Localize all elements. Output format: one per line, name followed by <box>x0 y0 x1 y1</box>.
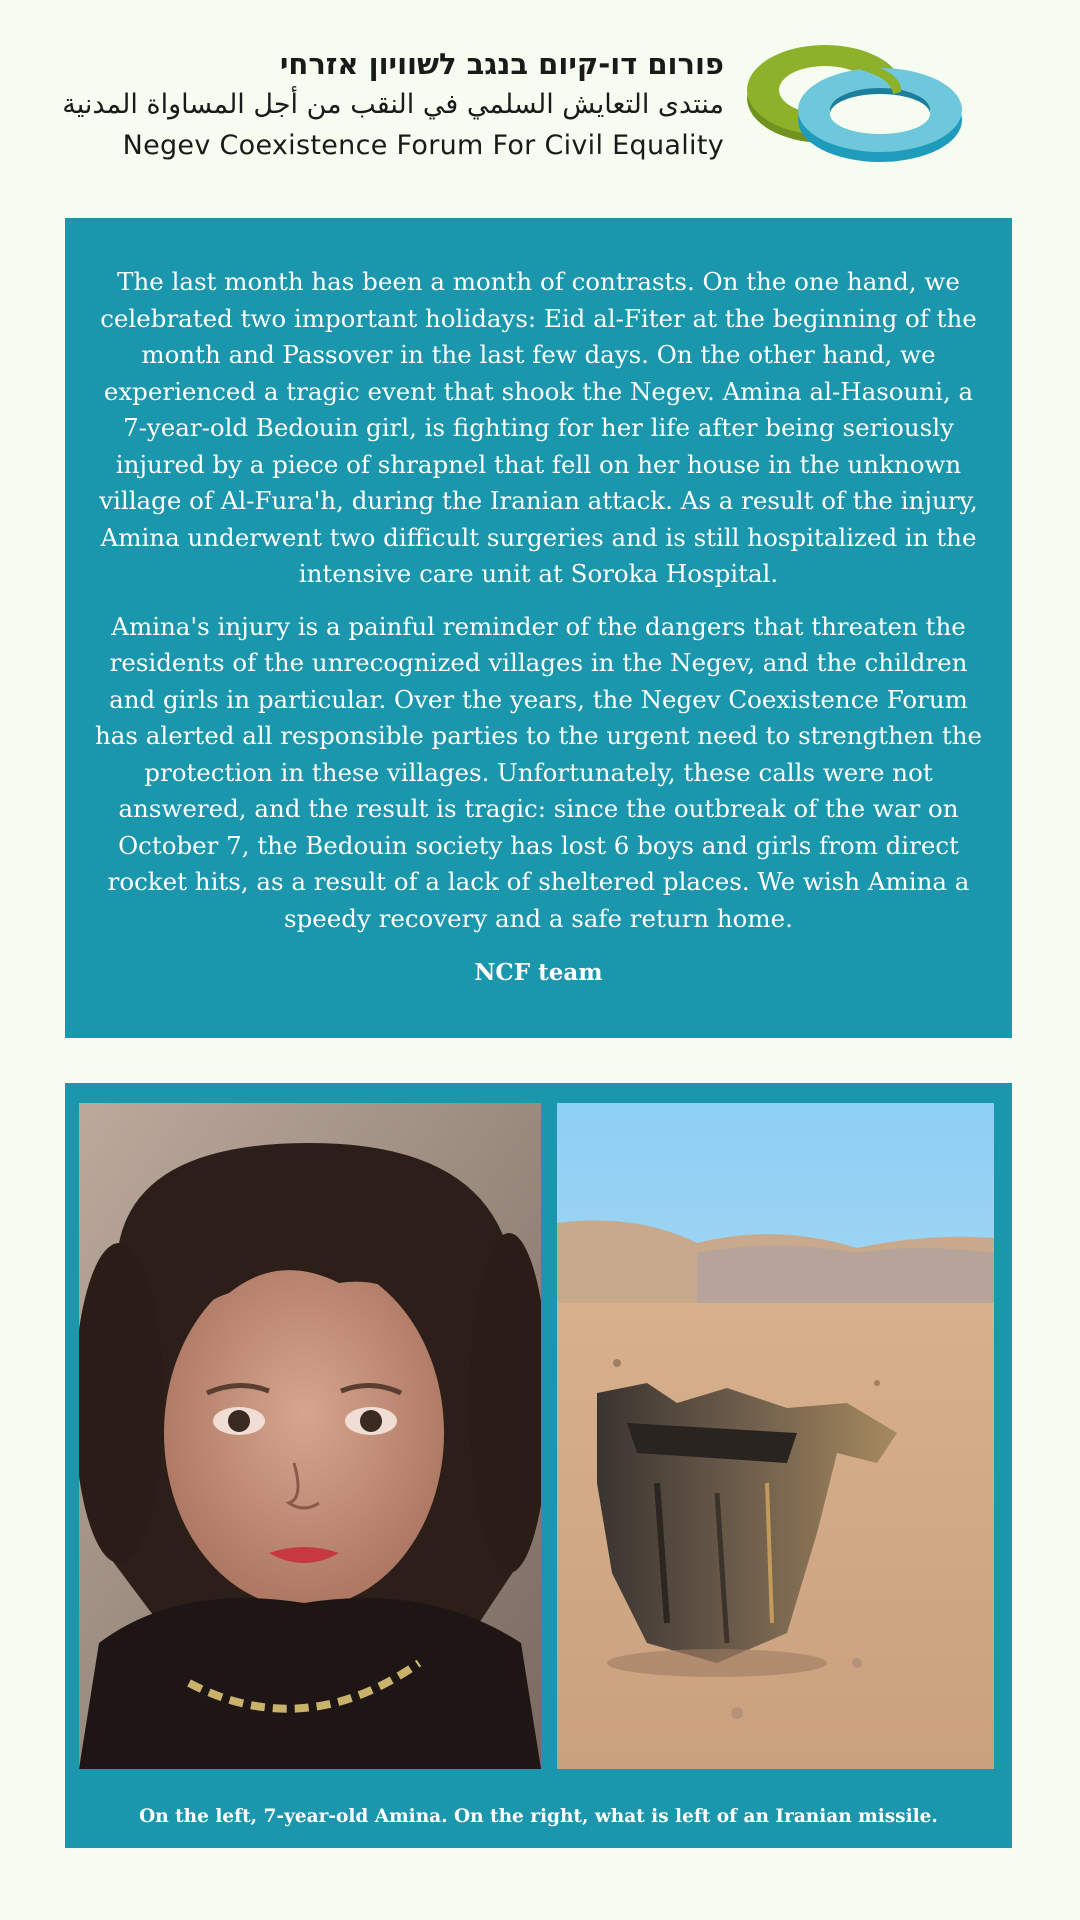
org-names <box>62 44 724 166</box>
missile-wreckage-photo <box>557 1103 994 1769</box>
article-paragraph-2: Amina's injury is a painful reminder of the dangers that threaten the residents of the unrecognized villages in the Negev, and the children and girls in particular. Over the years, the Negev Coexistence Forum has alerted all responsible parties to the urgent need to strengthen the protection in these villages. Unfortunately, these calls were not answered, and the result is tragic: since the outbreak of the war on October 7, the Bedouin society has lost 6 boys and girls from direct rocket hits, as a result of a lack of sheltered places. We wish Amina a speedy recovery and a safe return home. <box>95 611 982 933</box>
org-name-hebrew: פורום דו-קיום בנגב לשוויון אזרחי <box>279 47 724 81</box>
org-name-arabic: منتدى التعايش السلمي في النقب من أجل المساواة المدنية <box>62 89 724 120</box>
article-paragraph-1: The last month has been a month of contrasts. On the one hand, we celebrated two important holidays: Eid al-Fiter at the beginning of the month and Passover in the last few days. On the other hand, we experienced a tragic event that shook the Negev. Amina al-Hasouni, a 7-year-old Bedouin girl, is fighting for her life after being seriously injured by a piece of shrapnel that fell on her house in the unknown village of Al-Fura'h, during the Iranian attack. As a result of the injury, Amina underwent two difficult surgeries and is still hospitalized in the intensive care unit at Soroka Hospital. <box>99 267 978 588</box>
photo-panel <box>65 1083 1012 1848</box>
photo-caption: On the left, 7-year-old Amina. On the right, what is left of an Iranian missile. <box>139 1806 938 1827</box>
portrait-photo <box>79 1103 541 1769</box>
org-name-english: Negev Coexistence Forum For Civil Equality <box>122 130 724 161</box>
interlocking-rings-logo-icon <box>745 40 965 170</box>
article-panel <box>65 218 1012 1038</box>
header <box>0 0 1080 200</box>
article-signature: NCF team <box>474 959 603 986</box>
